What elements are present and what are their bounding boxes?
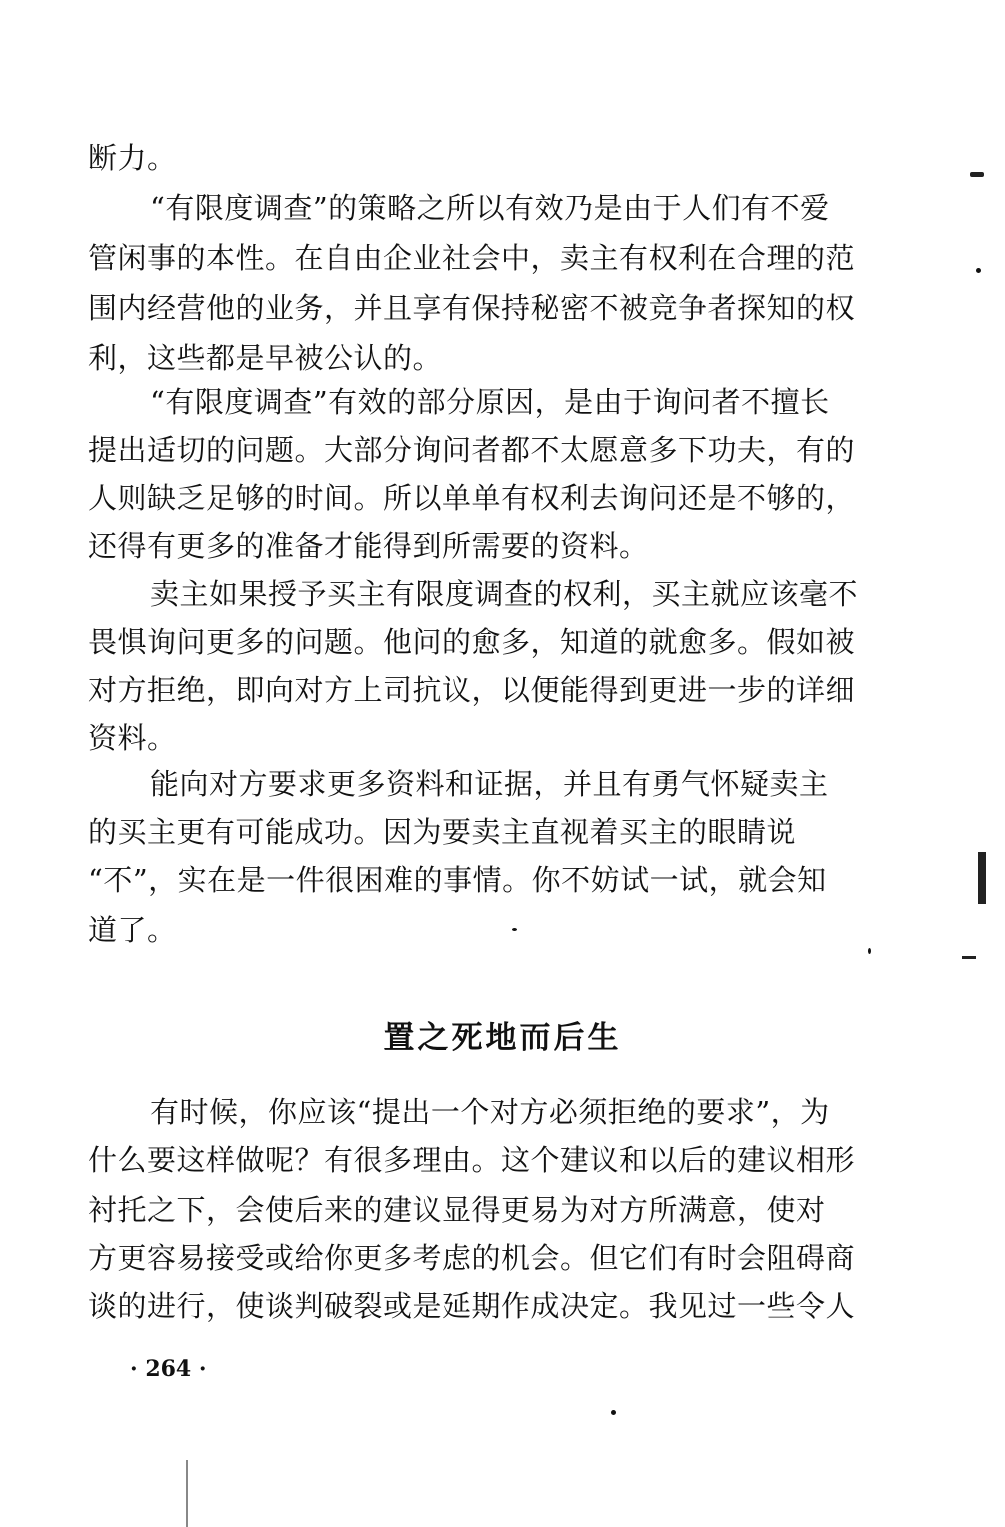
text-line: 畏惧询问更多的问题。他问的愈多，知道的就愈多。假如被	[88, 625, 856, 659]
scan-mark	[962, 956, 976, 959]
scan-mark	[186, 1460, 188, 1527]
text-line: 方更容易接受或给你更多考虑的机会。但它们有时会阻碍商	[88, 1241, 856, 1275]
text-line: “有限度调查”有效的部分原因，是由于询问者不擅长	[150, 385, 830, 419]
text-line: 对方拒绝，即向对方上司抗议，以便能得到更进一步的详细	[88, 673, 856, 707]
text-line: 人则缺乏足够的时间。所以单单有权利去询问还是不够的，	[88, 481, 856, 515]
text-line: 围内经营他的业务，并且享有保持秘密不被竞争者探知的权	[88, 291, 856, 325]
text-line: “不”，实在是一件很困难的事情。你不妨试一试，就会知	[88, 863, 827, 897]
scan-speck	[512, 928, 517, 931]
text-line: 断力。	[88, 141, 177, 175]
text-line: 谈的进行，使谈判破裂或是延期作成决定。我见过一些令人	[88, 1289, 856, 1323]
text-line: 道了。	[88, 913, 177, 947]
text-line: 资料。	[88, 721, 177, 755]
section-heading: 置之死地而后生	[383, 1020, 622, 1056]
text-line: 管闲事的本性。在自由企业社会中，卖主有权利在合理的范	[88, 241, 856, 275]
scan-speck	[976, 268, 981, 273]
text-line: 还得有更多的准备才能得到所需要的资料。	[88, 529, 649, 563]
text-line: 衬托之下，会使后来的建议显得更易为对方所满意，使对	[88, 1193, 826, 1227]
scan-mark	[970, 172, 984, 177]
text-line: 利，这些都是早被公认的。	[88, 341, 443, 375]
scan-speck	[868, 948, 871, 954]
text-line: 有时候，你应该“提出一个对方必须拒绝的要求”，为	[150, 1095, 830, 1129]
text-line: “有限度调查”的策略之所以有效乃是由于人们有不爱	[150, 191, 830, 225]
scan-mark	[978, 852, 986, 904]
text-line: 卖主如果授予买主有限度调查的权利，买主就应该毫不	[150, 577, 859, 611]
page-number: · 264 ·	[130, 1356, 207, 1382]
text-line: 什么要这样做呢？有很多理由。这个建议和以后的建议相形	[88, 1143, 856, 1177]
text-line: 能向对方要求更多资料和证据，并且有勇气怀疑卖主	[150, 767, 829, 801]
scan-speck	[611, 1410, 616, 1415]
text-line: 的买主更有可能成功。因为要卖主直视着买主的眼睛说	[88, 815, 797, 849]
text-line: 提出适切的问题。大部分询问者都不太愿意多下功夫，有的	[88, 433, 856, 467]
